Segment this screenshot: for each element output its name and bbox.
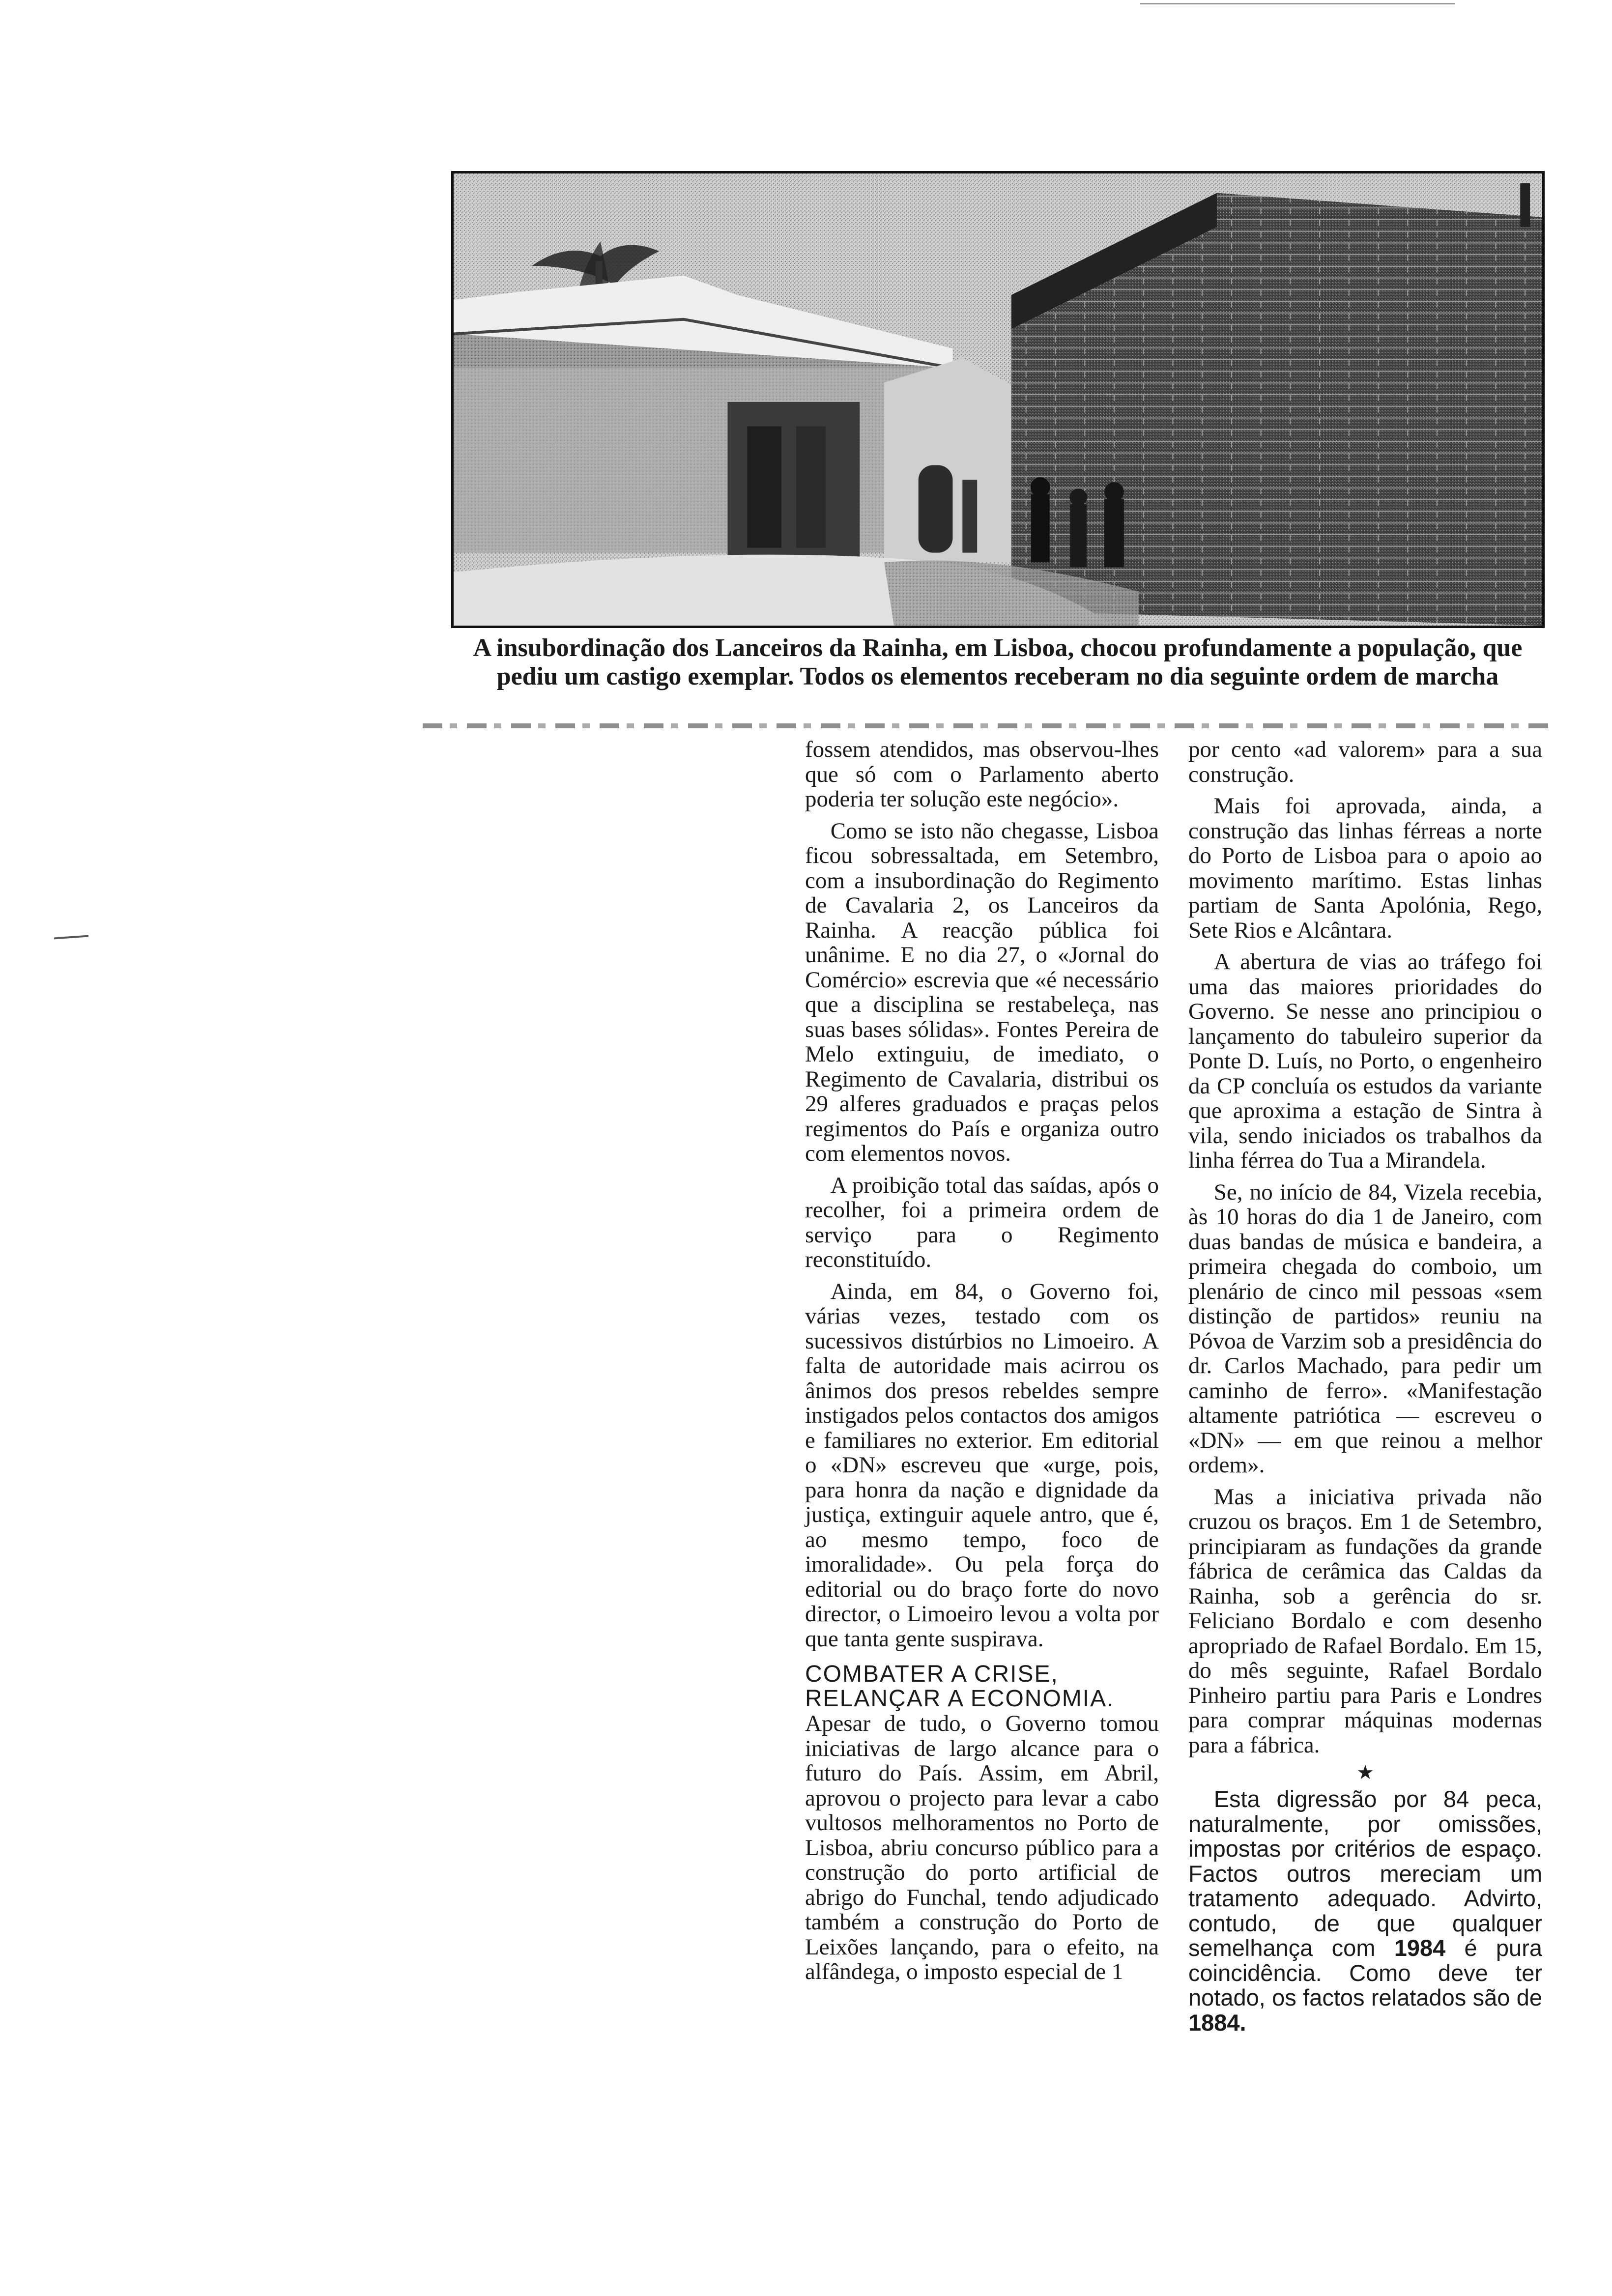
barracks-photo-icon [454,173,1542,626]
article-column-2 [1188,737,1542,2035]
closing-year-1984: 1984 [1394,1935,1446,1961]
article-column-1 [805,737,1159,1984]
paragraph: A proibição total das saídas, após o recolher, foi a primeira ordem de serviço para o Regimento reconstituído. [805,1172,1159,1272]
subheading-line: COMBATER A CRISE, [805,1661,1059,1687]
photo-caption: A insubordinação dos Lanceiros da Rainha, em Lisboa, chocou profundamente a população, que pediu um castigo exemplar. Todos os elementos receberam no dia seguinte ordem de marcha [473,634,1523,690]
star-separator-icon: ★ [1356,1761,1374,1783]
closing-text-b: é pura coincidência. Como deve ter notado, os factos relatados são de [1188,1935,1542,2010]
paragraph: por cento «ad valorem» para a sua construção. [1188,737,1542,787]
subheading-line: RELANÇAR A ECONOMIA. [805,1686,1115,1712]
paragraph: Como se isto não chegasse, Lisboa ficou sobressaltada, em Setembro, com a insubordinação do Regimento de Cavalaria 2, os Lanceiros da Rainha. A reacção pública foi unânime. E no dia 27, o «Jornal do Comércio» escrevia que «é necessário que a disciplina se restabeleça, nas suas bases sólidas». Fontes Pereira de Melo extinguiu, de imediato, o Regimento de Cavalaria, distribui os 29 alferes graduados e praças pelos regimentos do País e organiza outro com elementos novos. [805,818,1159,1166]
caption-divider [423,723,1553,728]
paragraph: Ainda, em 84, o Governo foi, várias vezes, testado com os sucessivos distúrbios no Limoeiro. A falta de autoridade mais acirrou os ânimos dos presos rebeldes sempre instigados pelos contactos dos amigos e familiares no exterior. Em editorial o «DN» escreveu que «urge, pois, para honra da nação e dignidade da justiça, extinguir aquele antro, que é, ao mesmo tempo, foco de imoralidade». Ou pela força do editorial ou do braço forte do novo director, o Limoeiro levou a volta por que tanta gente suspirava. [805,1278,1159,1652]
paragraph: Se, no início de 84, Vizela recebia, às 10 horas do dia 1 de Janeiro, com duas bandas de música e bandeira, a primeira chegada do comboio, um plenário de cinco mil pessoas «sem distinção de partidos» reuniu na Póvoa de Varzim sob a presidência do dr. Carlos Machado, para pedir um caminho de ferro». «Manifestação altamente patriótica — escreveu o «DN» — em que reinou a melhor ordem». [1188,1179,1542,1478]
paragraph: fossem atendidos, mas observou-lhes que só com o Parlamento aberto poderia ter solução este negócio». [805,737,1159,812]
paragraph: Apesar de tudo, o Governo tomou iniciativas de largo alcance para o futuro do País. Assim, em Abril, aprovou o projecto para levar a cabo vultosos melhoramentos no Porto de Lisboa, abriu concurso público para a construção do porto artificial de abrigo do Funchal, tendo adjudicado também a construção do Porto de Leixões lançando, para o efeito, na alfândega, o imposto especial de 1 [805,1711,1159,1984]
closing-paragraph [1188,1787,1542,2035]
paragraph: Mais foi aprovada, ainda, a construção das linhas férreas a norte do Porto de Lisboa para o apoio ao movimento marítimo. Estas linhas partiam de Santa Apolónia, Rego, Sete Rios e Alcântara. [1188,793,1542,943]
paragraph: A abertura de vias ao tráfego foi uma das maiores prioridades do Governo. Se nesse ano principiou o lançamento do tabuleiro superior da Ponte D. Luís, no Porto, o engenheiro da CP concluía os estudos da variante que aproxima a estação de Sintra à vila, sendo iniciados os trabalhos da linha férrea do Tua a Mirandela. [1188,949,1542,1173]
scan-edge-mark [54,935,88,940]
closing-text-a: Esta digressão por 84 peca, naturalmente, por omissões, impostas por critérios de espaço. Factos outros mereciam um tratamento adequado. Advirto, contudo, de que qualquer semelhança com [1188,1786,1542,1961]
article-photo [451,171,1545,628]
scan-artifact-line [1140,3,1455,4]
section-subheading [805,1662,1159,1711]
closing-year-1884: 1884. [1188,2009,1246,2036]
paragraph: Mas a iniciativa privada não cruzou os braços. Em 1 de Setembro, principiaram as fundações da grande fábrica de cerâmica das Caldas da Rainha, sob a gerência do sr. Feliciano Bordalo e com desenho apropriado de Rafael Bordalo. Em 15, do mês seguinte, Rafael Bordalo Pinheiro partiu para Paris e Londres para comprar máquinas modernas para a fábrica. [1188,1484,1542,1758]
